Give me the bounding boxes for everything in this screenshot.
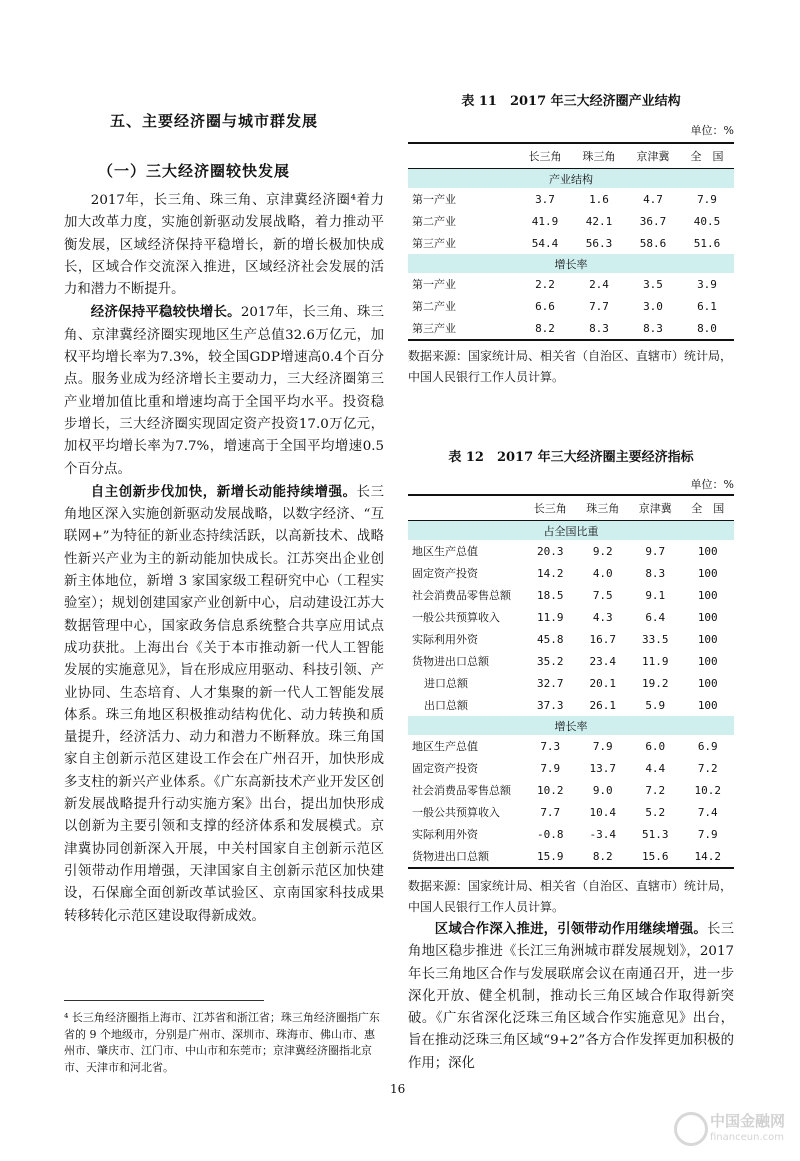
cell: -0.8 — [537, 827, 564, 841]
table-row — [408, 317, 734, 340]
table-row — [408, 628, 734, 650]
table-row — [408, 584, 734, 606]
cell: 3.9 — [697, 277, 717, 291]
footnote-divider — [64, 1000, 264, 1001]
table-header-cell: 京津冀 — [626, 143, 680, 169]
cell: 3.5 — [643, 277, 663, 291]
cell: 26.1 — [589, 698, 616, 712]
cell: 7.9 — [540, 761, 561, 775]
paragraph-growth-text: 2017年，长三角、珠三角、京津冀经济圈实现地区生产总值32.6万亿元，加权平均增长率为7.3%，较全国GDP增速高0.4个百分点。服务业成为经济增长主要动力，三大经济圈第三产业增加值比重和增速均高于全国平均水平。投资稳步增长，三大经济圈实现固定资产投资17.0万亿元，加权平均增长率为7.7%，增速高于全国平均增速0.5个百分点。 — [64, 305, 385, 477]
cell: 9.1 — [645, 588, 666, 602]
cell: 2.4 — [589, 277, 609, 291]
table-row — [408, 188, 734, 210]
table-header-cell: 珠三角 — [577, 495, 630, 521]
table-row — [408, 295, 734, 317]
cell: 100 — [697, 676, 718, 690]
cell: 14.2 — [694, 849, 721, 863]
cell: 2.2 — [535, 277, 555, 291]
table-band-row — [408, 169, 734, 189]
table-row — [408, 801, 734, 823]
row-label: 出口总额 — [424, 699, 468, 712]
watermark — [674, 1108, 794, 1154]
row-label: 货物进出口总额 — [412, 655, 489, 668]
table12-source: 数据来源：国家统计局、相关省（自治区、直辖市）统计局，中国人民银行工作人员计算。 — [408, 879, 733, 914]
cell: 3.0 — [643, 299, 663, 313]
table-row — [408, 845, 734, 868]
table12-unit: 单位：% — [690, 478, 734, 491]
cell: 7.2 — [645, 783, 666, 797]
cell: 15.6 — [642, 849, 669, 863]
paragraph-innovation-heading: 自主创新步伐加快，新增长动能持续增强。 — [90, 483, 357, 500]
row-label: 实际利用外资 — [412, 633, 478, 646]
cell: 18.5 — [537, 588, 564, 602]
cell: 6.1 — [697, 299, 717, 313]
table-row — [408, 606, 734, 628]
table-band-row — [408, 254, 734, 273]
cell: 7.7 — [540, 805, 561, 819]
cell: 10.2 — [537, 783, 564, 797]
paragraph-cooperation-heading: 区域合作深入推进，引领带动作用继续增强。 — [434, 921, 707, 937]
watermark-logo-icon — [674, 1112, 708, 1146]
table-row — [408, 540, 734, 562]
page-number: 16 — [390, 1082, 406, 1096]
watermark-domain: financeun.com — [710, 1132, 784, 1143]
watermark-title: 中国金融网 — [710, 1112, 786, 1130]
cell: -3.4 — [589, 827, 616, 841]
cell: 100 — [697, 610, 718, 624]
cell: 9.2 — [592, 544, 613, 558]
table-row — [408, 210, 734, 232]
cell: 40.5 — [693, 214, 721, 228]
cell: 6.4 — [645, 610, 666, 624]
row-label: 第二产业 — [412, 300, 456, 313]
cell: 100 — [697, 632, 718, 646]
cell: 8.0 — [697, 321, 717, 335]
cell: 8.3 — [645, 566, 666, 580]
cell: 6.0 — [645, 739, 666, 753]
cell: 8.2 — [592, 849, 613, 863]
cell: 5.9 — [645, 698, 666, 712]
row-label: 一般公共预算收入 — [412, 611, 500, 624]
cell: 10.4 — [589, 805, 616, 819]
cell: 20.3 — [537, 544, 564, 558]
cell: 42.1 — [585, 214, 613, 228]
cell: 7.5 — [592, 588, 613, 602]
row-label: 社会消费品零售总额 — [412, 589, 511, 602]
table-header-cell: 长三角 — [518, 143, 572, 169]
subsection-title: （一）三大经济圈较快发展 — [98, 162, 291, 180]
table-band-row — [408, 716, 734, 735]
paragraph-overview: 2017年，长三角、珠三角、京津冀经济圈⁴着力加大改革力度，实施创新驱动发展战略，着力推动平衡发展，区域经济保持平稳增长，新的增长极加快成长，区域合作交流深入推进，区域经济社会发展的活力和潜力不断提升。 — [64, 193, 384, 298]
cell: 4.0 — [592, 566, 613, 580]
table12 — [408, 494, 734, 869]
cell: 7.3 — [540, 739, 561, 753]
cell: 7.4 — [697, 805, 718, 819]
table-header-row — [408, 495, 734, 521]
body-text-right — [408, 918, 734, 1075]
paragraph-cooperation-text: 长三角地区稳步推进《长江三角洲城市群发展规划》，2017年长三角地区合作与发展联席会议在南通召开，进一步深化开放、健全机制，推动长三角区域合作取得新突破。《广东省深化泛珠三角区域合作实施意见》出台，旨在推动泛珠三角区域“9+2”各方合作发挥更加积极的作用；深化 — [408, 922, 735, 1071]
cell: 19.2 — [642, 676, 669, 690]
table12-caption: 表 12 2017 年三大经济圈主要经济指标 — [448, 450, 694, 465]
band-label: 产业结构 — [408, 169, 734, 189]
row-label: 第三产业 — [412, 237, 456, 250]
table-row — [408, 273, 734, 295]
table11-unit: 单位：% — [690, 124, 734, 137]
cell: 5.2 — [645, 805, 666, 819]
band-label: 增长率 — [408, 716, 734, 735]
cell: 7.7 — [589, 299, 609, 313]
row-label: 第一产业 — [412, 278, 456, 291]
cell: 6.9 — [697, 739, 718, 753]
cell: 51.6 — [693, 236, 721, 250]
cell: 1.6 — [589, 192, 609, 206]
table11 — [408, 142, 734, 341]
paragraph-innovation — [64, 481, 384, 928]
cell: 7.2 — [697, 761, 718, 775]
cell: 100 — [697, 588, 718, 602]
row-label: 固定资产投资 — [412, 762, 478, 775]
table-header-cell: 珠三角 — [572, 143, 626, 169]
table-header-row — [408, 143, 734, 169]
cell: 54.4 — [531, 236, 559, 250]
cell: 7.9 — [697, 192, 717, 206]
cell: 100 — [697, 698, 718, 712]
row-label: 地区生产总值 — [412, 740, 478, 753]
table11-caption: 表 11 2017 年三大经济圈产业结构 — [461, 94, 681, 109]
paragraph-innovation-text: 长三角地区深入实施创新驱动发展战略，以数字经济、“互联网+”为特征的新业态持续活跃，以高新技术、战略性新兴产业为主的新动能加快成长。江苏突出企业创新主体地位，新增 3 家国家级工程研究中心（工程实验室）；规划创建国家产业创新中心，启动建设江苏大数据管理中心，国家政务信息系统整合共享应用试点成功获批。上海出台《关于本市推动新一代人工智能发展的实施意见》，旨在形成应用驱动、科技引领、产业协同、生态培育、人才集聚的新一代人工智能发展体系。珠三角地区积极推动结构优化、动力转换和质量提升，经济活力、动力和潜力不断释放。珠三角国家自主创新示范区建设工作会在广州召开，加快形成多支柱的新兴产业体系。《广东高新技术产业开发区创新发展战略提升行动实施方案》出台，提出加快形成以创新为主要引领和支撑的经济体系和发展模式。京津冀协同创新深入开展，中关村国家自主创新示范区引领带动作用增强，天津国家自主创新示范区加快建设，石保廊全面创新改革试验区、京南国家科技成果转移转化示范区建设取得新成效。 — [64, 484, 385, 924]
table-row — [408, 694, 734, 716]
cell: 11.9 — [642, 654, 669, 668]
table-row — [408, 757, 734, 779]
table-header-cell: 全 国 — [682, 495, 735, 521]
cell: 33.5 — [642, 632, 669, 646]
table-header-cell: 全 国 — [680, 143, 734, 169]
cell: 9.0 — [592, 783, 613, 797]
row-label: 第三产业 — [412, 322, 456, 335]
row-label: 固定资产投资 — [412, 567, 478, 580]
footnote: ⁴ 长三角经济圈指上海市、江苏省和浙江省；珠三角经济圈指广东省的 9 个地级市，分别是广州市、深圳市、珠海市、佛山市、惠州市、肇庆市、江门市、中山市和东莞市；京津冀经济圈指北京市、天津市和河北省。 — [64, 1011, 380, 1074]
table-header-cell: 京津冀 — [629, 495, 682, 521]
cell: 100 — [697, 566, 718, 580]
row-label: 地区生产总值 — [412, 545, 478, 558]
cell: 14.2 — [537, 566, 564, 580]
cell: 7.9 — [592, 739, 613, 753]
table-row — [408, 562, 734, 584]
cell: 8.3 — [589, 321, 609, 335]
row-label: 社会消费品零售总额 — [412, 784, 511, 797]
band-label: 占全国比重 — [408, 521, 734, 541]
cell: 7.9 — [697, 827, 718, 841]
table-header-cell — [408, 495, 524, 521]
cell: 4.4 — [645, 761, 666, 775]
row-label: 一般公共预算收入 — [412, 806, 500, 819]
cell: 16.7 — [589, 632, 616, 646]
cell: 20.1 — [589, 676, 616, 690]
cell: 3.7 — [535, 192, 555, 206]
cell: 8.2 — [535, 321, 555, 335]
cell: 56.3 — [585, 236, 613, 250]
cell: 41.9 — [531, 214, 559, 228]
table-row — [408, 672, 734, 694]
table-header-cell — [408, 143, 518, 169]
table-row — [408, 650, 734, 672]
table-header-cell: 长三角 — [524, 495, 577, 521]
cell: 4.7 — [643, 192, 663, 206]
cell: 11.9 — [537, 610, 564, 624]
table-row — [408, 232, 734, 254]
table-row — [408, 779, 734, 801]
cell: 13.7 — [589, 761, 616, 775]
cell: 8.3 — [643, 321, 663, 335]
cell: 23.4 — [589, 654, 616, 668]
body-text-left — [64, 190, 384, 928]
cell: 10.2 — [694, 783, 721, 797]
row-label: 实际利用外资 — [412, 828, 478, 841]
row-label: 第一产业 — [412, 193, 456, 206]
paragraph-growth — [64, 301, 384, 480]
paragraph-growth-heading: 经济保持平稳较快增长。 — [90, 304, 241, 321]
section-title: 五、主要经济圈与城市群发展 — [110, 112, 319, 130]
cell: 45.8 — [537, 632, 564, 646]
cell: 100 — [697, 654, 718, 668]
cell: 51.3 — [642, 827, 669, 841]
cell: 15.9 — [537, 849, 564, 863]
row-label: 货物进出口总额 — [412, 850, 489, 863]
cell: 9.7 — [645, 544, 666, 558]
paragraph-cooperation — [408, 918, 734, 1075]
cell: 37.3 — [537, 698, 564, 712]
cell: 32.7 — [537, 676, 564, 690]
band-label: 增长率 — [408, 254, 734, 273]
cell: 58.6 — [639, 236, 667, 250]
table11-source: 数据来源：国家统计局、相关省（自治区、直辖市）统计局，中国人民银行工作人员计算。 — [408, 349, 733, 384]
table-row — [408, 735, 734, 757]
cell: 35.2 — [537, 654, 564, 668]
table-band-row — [408, 521, 734, 541]
cell: 4.3 — [592, 610, 613, 624]
cell: 6.6 — [535, 299, 555, 313]
row-label: 进口总额 — [424, 677, 468, 690]
cell: 36.7 — [639, 214, 667, 228]
row-label: 第二产业 — [412, 215, 456, 228]
cell: 100 — [697, 544, 718, 558]
table-row — [408, 823, 734, 845]
